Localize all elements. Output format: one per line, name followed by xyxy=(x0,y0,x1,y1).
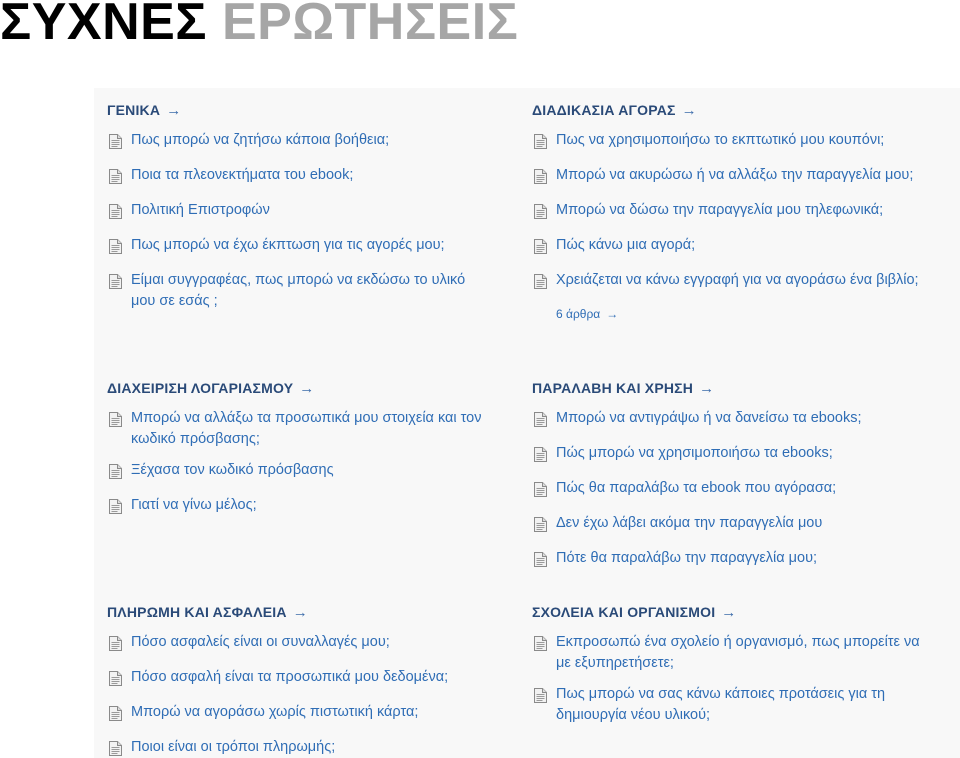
section-title: ΠΑΡΑΛΑΒΗ ΚΑΙ ΧΡΗΣΗ xyxy=(532,380,694,396)
arrow-right-icon: → xyxy=(681,101,697,119)
arrow-right-icon: → xyxy=(299,379,315,397)
list-item xyxy=(107,200,492,225)
faq-section-purchase xyxy=(532,100,932,323)
list-item xyxy=(532,684,932,726)
faq-link[interactable]: Μπορώ να αγοράσω χωρίς πιστωτική κάρτα; xyxy=(131,704,419,720)
arrow-right-icon: → xyxy=(721,603,737,621)
document-icon xyxy=(107,740,124,758)
list-item xyxy=(532,443,932,468)
faq-link[interactable]: Μπορώ να ακυρώσω ή να αλλάξω την παραγγελία μου; xyxy=(556,167,914,183)
document-icon xyxy=(107,273,124,295)
page-title-part2: ΕΡΩΤΗΣΕΙΣ xyxy=(221,0,519,51)
faq-link[interactable]: Πώς κάνω μια αγορά; xyxy=(556,237,696,253)
faq-link[interactable]: Πως μπορώ να ζητήσω κάποια βοήθεια; xyxy=(131,132,390,148)
section-title: ΠΛΗΡΩΜΗ ΚΑΙ ΑΣΦΑΛΕΙΑ xyxy=(107,604,287,620)
document-icon xyxy=(107,133,124,155)
faq-link[interactable]: Πως μπορώ να έχω έκπτωση για τις αγορές μου; xyxy=(131,237,445,253)
document-icon xyxy=(107,705,124,727)
list-item xyxy=(107,235,492,260)
faq-link[interactable]: Ποια τα πλεονεκτήματα του ebook; xyxy=(131,167,354,183)
document-icon xyxy=(532,687,549,709)
document-icon xyxy=(107,498,124,520)
faq-link[interactable]: Ποιοι είναι οι τρόποι πληρωμής; xyxy=(131,739,336,755)
document-icon xyxy=(107,238,124,260)
list-item xyxy=(532,548,932,573)
faq-link[interactable]: Δεν έχω λάβει ακόμα την παραγγελία μου xyxy=(556,515,823,531)
document-icon xyxy=(532,133,549,155)
page-title-part1: ΣΥΧΝΕΣ xyxy=(0,0,208,51)
faq-link[interactable]: Μπορώ να αλλάξω τα προσωπικά μου στοιχεία και τον κωδικό πρόσβασης; xyxy=(131,410,482,447)
section-header-general[interactable] xyxy=(107,100,492,120)
document-icon xyxy=(107,411,124,433)
list-item xyxy=(107,165,492,190)
faq-link[interactable]: Χρειάζεται να κάνω εγγραφή για να αγοράσω ένα βιβλίο; xyxy=(556,272,919,288)
faq-link[interactable]: Πώς μπορώ να χρησιμοποιήσω τα ebooks; xyxy=(556,445,833,461)
document-icon xyxy=(532,168,549,190)
faq-link[interactable]: Πόσο ασφαλή είναι τα προσωπικά μου δεδομένα; xyxy=(131,669,449,685)
faq-link[interactable]: Μπορώ να αντιγράψω ή να δανείσω τα ebooks; xyxy=(556,410,862,426)
section-header-payment[interactable] xyxy=(107,602,492,622)
list-item xyxy=(532,270,932,295)
faq-link[interactable]: Πότε θα παραλάβω την παραγγελία μου; xyxy=(556,550,818,566)
section-title: ΔΙΑΧΕΙΡΙΣΗ ΛΟΓΑΡΙΑΣΜΟΥ xyxy=(107,380,294,396)
document-icon xyxy=(532,203,549,225)
section-header-schools[interactable] xyxy=(532,602,932,622)
faq-list xyxy=(107,408,492,520)
arrow-right-icon: → xyxy=(606,307,619,321)
faq-list xyxy=(107,632,492,758)
faq-link[interactable]: Πόσο ασφαλείς είναι οι συναλλαγές μου; xyxy=(131,634,390,650)
faq-link[interactable]: Είμαι συγγραφέας, πως μπορώ να εκδώσω το υλικό μου σε εσάς ; xyxy=(131,272,466,309)
faq-link[interactable]: Πως να χρησιμοποιήσω το εκπτωτικό μου κουπόνι; xyxy=(556,132,885,148)
list-item xyxy=(532,632,932,674)
section-header-purchase[interactable] xyxy=(532,100,932,120)
faq-link[interactable]: Πώς θα παραλάβω τα ebook που αγόρασα; xyxy=(556,480,837,496)
document-icon xyxy=(532,481,549,503)
list-item xyxy=(107,270,492,312)
section-header-account[interactable] xyxy=(107,378,492,398)
faq-section-payment xyxy=(107,602,492,758)
section-header-delivery[interactable] xyxy=(532,378,932,398)
list-item xyxy=(532,235,932,260)
faq-section-delivery xyxy=(532,378,932,583)
list-item xyxy=(107,495,492,520)
faq-link[interactable]: Πολιτική Επιστροφών xyxy=(131,202,270,218)
faq-section-general xyxy=(107,100,492,322)
document-icon xyxy=(532,238,549,260)
list-item xyxy=(107,632,492,657)
document-icon xyxy=(107,635,124,657)
list-item xyxy=(107,667,492,692)
section-title: ΓΕΝΙΚΑ xyxy=(107,102,161,118)
list-item xyxy=(107,130,492,155)
list-item xyxy=(532,513,932,538)
list-item xyxy=(107,702,492,727)
list-item xyxy=(107,460,492,485)
list-item xyxy=(107,408,492,450)
list-item xyxy=(532,408,932,433)
document-icon xyxy=(532,446,549,468)
more-articles-link[interactable] xyxy=(556,307,618,321)
faq-section-account xyxy=(107,378,492,530)
list-item xyxy=(532,200,932,225)
more-articles-label: 6 άρθρα xyxy=(556,307,601,321)
arrow-right-icon: → xyxy=(166,101,182,119)
document-icon xyxy=(107,168,124,190)
faq-link[interactable]: Εκπροσωπώ ένα σχολείο ή οργανισμό, πως μπορείτε να με εξυπηρετήσετε; xyxy=(556,634,920,671)
section-title: ΣΧΟΛΕΙΑ ΚΑΙ ΟΡΓΑΝΙΣΜΟΙ xyxy=(532,604,716,620)
list-item xyxy=(532,130,932,155)
faq-list xyxy=(532,130,932,295)
page-title xyxy=(0,0,518,50)
document-icon xyxy=(532,273,549,295)
arrow-right-icon: → xyxy=(699,379,715,397)
list-item xyxy=(532,478,932,503)
faq-link[interactable]: Μπορώ να δώσω την παραγγελία μου τηλεφωνικά; xyxy=(556,202,884,218)
document-icon xyxy=(532,516,549,538)
faq-list xyxy=(107,130,492,312)
faq-link[interactable]: Πως μπορώ να σας κάνω κάποιες προτάσεις για τη δημιουργία νέου υλικού; xyxy=(556,686,886,723)
document-icon xyxy=(532,551,549,573)
document-icon xyxy=(532,411,549,433)
document-icon xyxy=(532,635,549,657)
faq-section-schools xyxy=(532,602,932,736)
faq-list xyxy=(532,408,932,573)
faq-link[interactable]: Ξέχασα τον κωδικό πρόσβασης xyxy=(131,462,334,478)
document-icon xyxy=(107,670,124,692)
list-item xyxy=(107,737,492,758)
document-icon xyxy=(107,203,124,225)
arrow-right-icon: → xyxy=(292,603,308,621)
section-title: ΔΙΑΔΙΚΑΣΙΑ ΑΓΟΡΑΣ xyxy=(532,102,676,118)
faq-list xyxy=(532,632,932,726)
faq-link[interactable]: Γιατί να γίνω μέλος; xyxy=(131,497,257,513)
document-icon xyxy=(107,463,124,485)
list-item xyxy=(532,165,932,190)
